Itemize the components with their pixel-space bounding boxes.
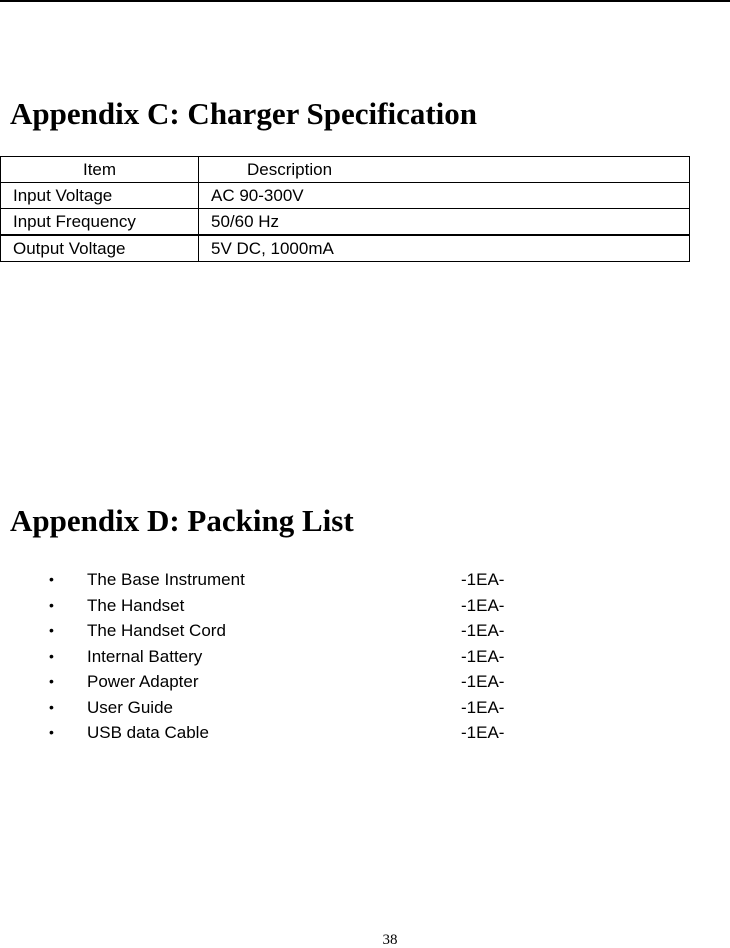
appendix-c-heading: Appendix C: Charger Specification — [10, 96, 478, 131]
bullet-icon: • — [49, 596, 54, 613]
page-number: 38 — [382, 932, 398, 948]
bullet-icon: • — [49, 724, 54, 740]
bullet-icon: • — [49, 647, 54, 664]
list-item — [0, 567, 560, 593]
table-cell-item: Output Voltage — [1, 235, 199, 262]
charger-spec-table — [0, 156, 690, 262]
item-quantity: -1EA- — [461, 621, 505, 640]
table-header-row — [1, 157, 690, 183]
list-item — [0, 593, 560, 619]
bullet-icon: • — [49, 698, 54, 715]
bullet-icon: • — [49, 571, 54, 587]
item-quantity: -1EA- — [461, 697, 505, 717]
bullet-icon: • — [49, 622, 54, 638]
item-quantity: -1EA- — [461, 672, 505, 691]
item-name: Internal Battery — [87, 646, 203, 666]
item-name: Power Adapter — [87, 672, 199, 691]
list-item — [0, 695, 560, 721]
item-name: User Guide — [87, 697, 173, 717]
item-name: USB data Cable — [87, 723, 209, 742]
item-name: The Handset Cord — [87, 621, 226, 640]
item-quantity: -1EA- — [461, 723, 505, 742]
item-quantity: -1EA- — [461, 595, 505, 615]
table-row — [1, 209, 690, 236]
column-header-description: Description — [199, 157, 690, 183]
list-item — [0, 720, 560, 746]
table-cell-description: 50/60 Hz — [199, 209, 690, 236]
list-item — [0, 644, 560, 670]
column-header-item: Item — [1, 157, 199, 183]
list-item — [0, 618, 560, 644]
packing-list — [0, 567, 560, 746]
appendix-d-heading: Appendix D: Packing List — [10, 503, 354, 538]
item-quantity: -1EA- — [461, 570, 505, 589]
item-name: The Handset — [87, 595, 185, 615]
table-cell-item: Input Frequency — [1, 209, 199, 236]
item-name: The Base Instrument — [87, 570, 245, 589]
table-cell-description: AC 90-300V — [199, 183, 690, 209]
table-row — [1, 183, 690, 209]
item-quantity: -1EA- — [461, 646, 505, 666]
top-rule — [0, 0, 730, 2]
table-row — [1, 235, 690, 262]
bullet-icon: • — [49, 673, 54, 689]
list-item — [0, 669, 560, 695]
table-cell-description: 5V DC, 1000mA — [199, 235, 690, 262]
table-cell-item: Input Voltage — [1, 183, 199, 209]
